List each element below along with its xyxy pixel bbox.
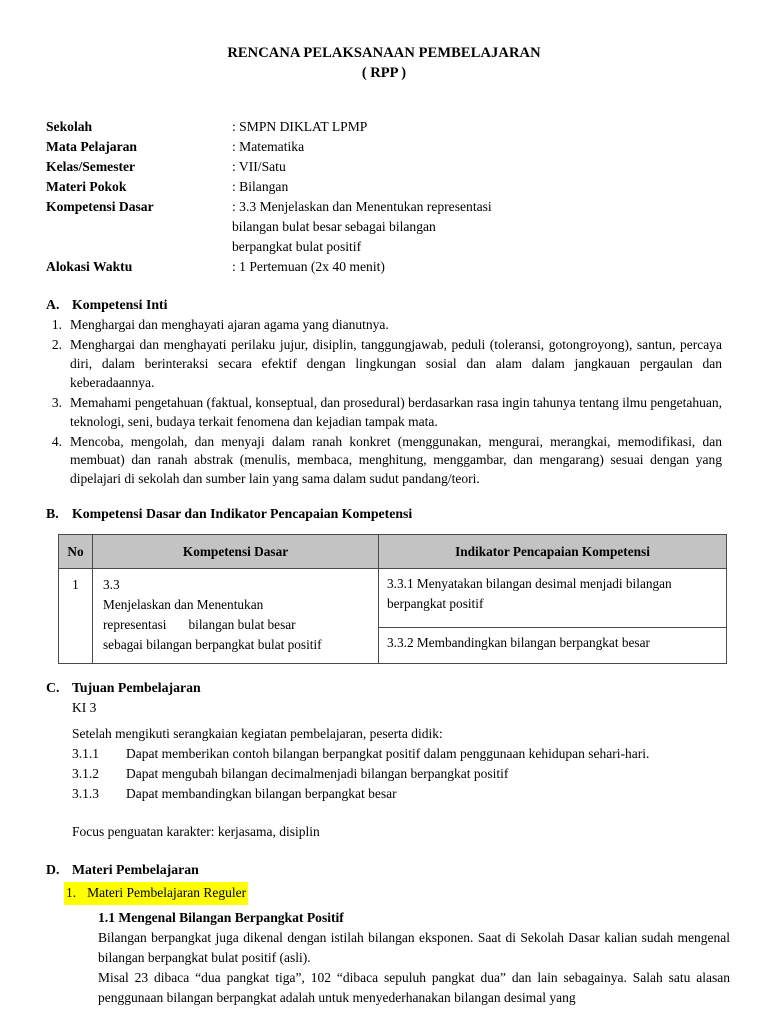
table-header-indikator: Indikator Pencapaian Kompetensi bbox=[379, 534, 727, 569]
kd-line-3-part-1: representasi bbox=[103, 617, 167, 633]
tujuan-lead-text: Setelah mengikuti serangkaian kegiatan pembelajaran, peserta didik: bbox=[72, 725, 443, 741]
section-letter: B. bbox=[46, 506, 59, 522]
tujuan-code: 3.1.3 bbox=[72, 785, 99, 801]
tujuan-code: 3.1.1 bbox=[72, 746, 99, 762]
identity-value: : Bilangan bbox=[232, 179, 289, 195]
focus-penguatan-karakter: Focus penguatan karakter: kerjasama, disiplin bbox=[72, 823, 320, 839]
identity-label: Alokasi Waktu bbox=[46, 258, 133, 274]
identity-row-sekolah bbox=[46, 117, 722, 137]
table-cell-indikator-1: 3.3.1 Menyatakan bilangan desimal menjadi bilangan berpangkat positif bbox=[379, 569, 727, 628]
list-item-text: Menghargai dan menghayati ajaran agama yang dianutnya. bbox=[70, 317, 389, 333]
identity-label: Kelas/Semester bbox=[46, 159, 136, 175]
list-item bbox=[46, 316, 722, 335]
materi-item-number: 1. bbox=[66, 885, 77, 901]
identity-label: Kompetensi Dasar bbox=[46, 199, 154, 214]
materi-paragraph-1: Bilangan berpangkat juga dikenal dengan istilah bilangan eksponen. Saat di Sekolah Dasar kalian sudah mengenal bilangan berpangkat bulat positif (asli). bbox=[98, 930, 730, 965]
identity-value: : Matematika bbox=[232, 139, 305, 155]
identity-value: : VII/Satu bbox=[232, 159, 286, 175]
identity-row-mata-pelajaran bbox=[46, 137, 722, 157]
identity-label: Sekolah bbox=[46, 119, 93, 135]
materi-reguler-item bbox=[64, 882, 722, 905]
tujuan-text: Dapat mengubah bilangan decimalmenjadi bilangan berpangkat positif bbox=[126, 765, 509, 781]
list-item bbox=[46, 433, 722, 490]
kompetensi-inti-list bbox=[46, 316, 722, 489]
tujuan-code: 3.1.2 bbox=[72, 765, 99, 781]
table-cell-kompetensi-dasar bbox=[93, 569, 379, 664]
kd-continuation-line-2: berpangkat bulat positif bbox=[232, 238, 362, 254]
identity-row-kelas-semester bbox=[46, 157, 722, 177]
table-cell-indikator-2: 3.3.2 Membandingkan bilangan berpangkat besar bbox=[379, 628, 727, 664]
table-row bbox=[59, 569, 727, 628]
list-item-text: Mencoba, mengolah, dan menyaji dalam ranah konkret (menggunakan, mengurai, merangkai, memodifikasi, dan membuat) dan ranah abstrak (menulis, membaca, menghitung, menggambar, dan mengarang) sesuai dengan yang dipelajari di sekolah dan sumber lain yang sama dalam sudut pandang/teori. bbox=[70, 433, 722, 487]
identity-block bbox=[46, 117, 722, 277]
kd-line-3-part-2: bilangan bulat besar bbox=[188, 617, 296, 633]
table-header-no: No bbox=[59, 534, 93, 569]
section-heading-a bbox=[46, 295, 722, 314]
list-item-text: Menghargai dan menghayati perilaku jujur, disiplin, tanggungjawab, peduli (toleransi, gotongroyong), santun, percaya diri, dalam berinteraksi secara efektif dengan lingkungan sosial dan alam dalam jangkauan pergaulan dan keberadaannya. bbox=[70, 337, 722, 390]
materi-item-label: Materi Pembelajaran Reguler bbox=[87, 885, 247, 901]
identity-row-kompetensi-dasar bbox=[46, 197, 722, 217]
identity-label: Materi Pokok bbox=[46, 179, 127, 195]
section-title: Materi Pembelajaran bbox=[72, 861, 199, 877]
list-item-number: 1. bbox=[51, 317, 62, 333]
kd-line-4: sebagai bilangan berpangkat bulat positif bbox=[103, 637, 322, 653]
section-title: Kompetensi Inti bbox=[72, 296, 168, 312]
table-cell-no: 1 bbox=[59, 569, 93, 664]
list-item bbox=[46, 394, 722, 432]
section-title: Kompetensi Dasar dan Indikator Pencapaian Kompetensi bbox=[72, 506, 413, 522]
list-item-number: 2. bbox=[51, 337, 62, 353]
page-title: RENCANA PELAKSANAAN PEMBELAJARAN bbox=[227, 45, 541, 61]
tujuan-text: Dapat membandingkan bilangan berpangkat besar bbox=[126, 785, 397, 801]
kd-line-1: 3.3 bbox=[103, 577, 120, 593]
list-item bbox=[46, 336, 722, 393]
materi-paragraph-2: Misal 23 dibaca “dua pangkat tiga”, 102 “dibaca sepuluh pangkat dua” dan lain sebagainya. Salah satu alasan penggunaan bilangan berpangkat adalah untuk menyederhanakan bilangan desimal yang bbox=[98, 969, 730, 1005]
section-heading-b bbox=[46, 504, 722, 523]
kd-line-3 bbox=[103, 615, 370, 635]
identity-value: : SMPN DIKLAT LPMP bbox=[232, 119, 368, 135]
section-heading-d bbox=[46, 860, 722, 879]
tujuan-text: Dapat memberikan contoh bilangan berpangkat positif dalam penggunaan kehidupan sehari-hari. bbox=[126, 746, 650, 762]
kompetensi-dasar-table bbox=[58, 534, 727, 665]
identity-value: : 1 Pertemuan (2x 40 menit) bbox=[232, 258, 385, 274]
page-subtitle: ( RPP ) bbox=[361, 64, 407, 81]
identity-row-alokasi-waktu bbox=[46, 257, 722, 277]
highlighted-materi-reguler bbox=[64, 882, 248, 905]
ki-label: KI 3 bbox=[72, 699, 97, 715]
section-heading-c bbox=[46, 678, 722, 697]
kd-line-2: Menjelaskan dan Menentukan bbox=[103, 597, 264, 613]
section-letter: C. bbox=[46, 680, 60, 696]
section-letter: A. bbox=[46, 296, 60, 312]
identity-row-materi-pokok bbox=[46, 177, 722, 197]
identity-label: Mata Pelajaran bbox=[46, 139, 137, 155]
section-title: Tujuan Pembelajaran bbox=[72, 680, 201, 696]
list-item bbox=[72, 764, 722, 784]
list-item-number: 3. bbox=[51, 394, 62, 410]
table-header-kompetensi-dasar: Kompetensi Dasar bbox=[93, 534, 379, 569]
table-header-row bbox=[59, 534, 727, 569]
list-item-text: Memahami pengetahuan (faktual, konseptual, dan prosedural) berdasarkan rasa ingin tahunya tentang ilmu pengetahuan, teknologi, seni, budaya terkait fenomena dan kejadian tampak mata. bbox=[70, 394, 722, 429]
list-item bbox=[72, 784, 722, 804]
section-letter: D. bbox=[46, 861, 60, 877]
list-item bbox=[72, 744, 722, 764]
list-item-number: 4. bbox=[51, 433, 62, 449]
materi-sub-heading: 1.1 Mengenal Bilangan Berpangkat Positif bbox=[98, 909, 344, 925]
kd-continuation-line-1: bilangan bulat besar sebagai bilangan bbox=[232, 218, 436, 234]
identity-value: : 3.3 Menjelaskan dan Menentukan representasi bbox=[232, 199, 492, 214]
